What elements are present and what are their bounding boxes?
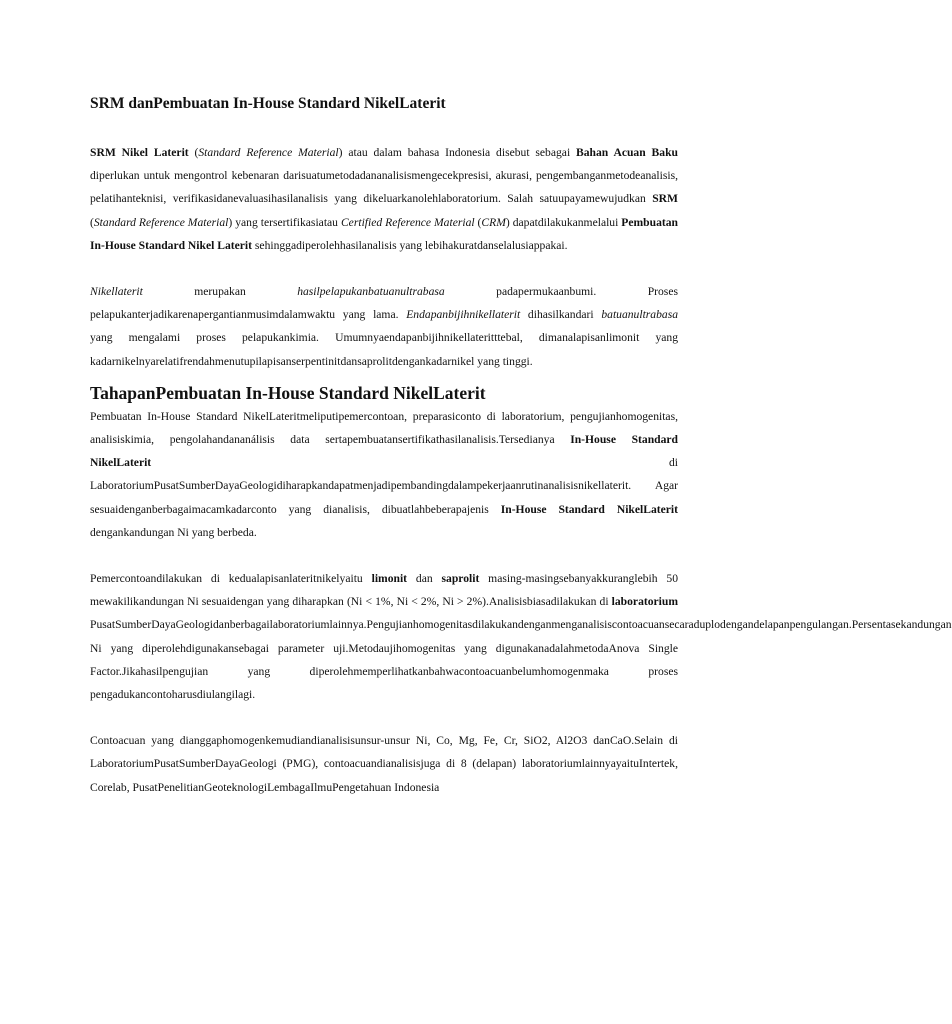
paragraph-pemercontoan: Pemercontoandilakukan di kedualapisanlateritnikelyaitu limonit dan saprolit masing-masingsebanyakkuranglebih 50 mewakilikandungan Ni sesuaidengan yang diharapkan (Ni < 1%, Ni < 2%, Ni > 2%).Analisisbiasadilakukan di laboratorium PusatSumberDayaGeologidanberbagailaboratoriumlainnya.Pengujianhomogenitasdilakukandenganmenganalisiscontoacuansecaraduplodengandelapanpengulangan.Persentasekandungan Ni yang diperolehdigunakansebagai parameter uji.Metodaujihomogenitas yang digunakanadalahmetodaAnova Single Factor.Jikahasilpengujian yang diperolehmemperlihatkanbahwacontoacuanbelumhomogenmaka proses pengadukancontoharusdiulangilagi. <box>90 572 952 702</box>
page-title: SRM danPembuatan In-House Standard NikelLaterit <box>90 95 446 112</box>
paragraph-tahapan: Pembuatan In-House Standard NikelLateritmeliputipemercontoan, preparasiconto di laboratorium, pengujianhomogenitas, analisiskimia, pengolahandananálisis data sertapembuatansertifikathasilanalisis.Tersedianya In-House Standard NikelLaterit di LaboratoriumPusatSumberDayaGeologidiharapkandapatmenjadipembandingdalampekerjaanrutinanalisisnikellaterit. Agar sesuaidenganberbagaimacamkadarconto yang dianalisis, dibuatlahbeberapajenis In-House Standard NikelLaterit dengankandungan Ni yang berbeda. <box>90 409 678 539</box>
document-body <box>90 93 952 799</box>
paragraph-srm: SRM Nikel Laterit (Standard Reference Material) atau dalam bahasa Indonesia disebut sebagai Bahan Acuan Baku diperlukan untuk mengontrol kebenaran darisuatumetodadananalisismengecekpresisi, akurasi, pengembanganmetodeanalisis, pelatihanteknisi, verifikasidanevaluasihasilanalisis yang dikeluarkanolehlaboratorium. Salah satuupayamewujudkan SRM (Standard Reference Material) yang tersertifikasiatau Certified Reference Material (CRM) dapatdilakukanmelalui Pembuatan In-House Standard Nikel Laterit sehinggadiperolehhasilanalisis yang lebihakuratdanselalusiappakai. <box>90 146 678 252</box>
paragraph-nikel-laterit: Nikellaterit merupakan hasilpelapukanbatuanultrabasa padapermukaanbumi. Proses pelapukanterjadikarenapergantianmusimdalamwaktu yang lama. Endapanbijihnikellaterit dihasilkandari batuanultrabasa yang mengalami proses pelapukankimia. Umumnyaendapanbijihnikellateritttebal, dimanalapisanlimonit yang kadarnikelnyarelatifrendahmenutupilapisanserpentinitdansaprolitdengankadarnikel yang tinggi. <box>90 285 678 368</box>
paragraph-contoacuan: Contoacuan yang dianggaphomogenkemudiandianalisisunsur-unsur Ni, Co, Mg, Fe, Cr, SiO2, Al2O3 danCaO.Selain di LaboratoriumPusatSumberDayaGeologi (PMG), contoacuandianalisisjuga di 8 (delapan) laboratoriumlainnyayaituIntertek, Corelab, PusatPenelitianGeoteknologiLembagaIlmuPengetahuan Indonesia <box>90 734 678 794</box>
section-heading: TahapanPembuatan In-House Standard NikelLaterit <box>90 382 486 403</box>
